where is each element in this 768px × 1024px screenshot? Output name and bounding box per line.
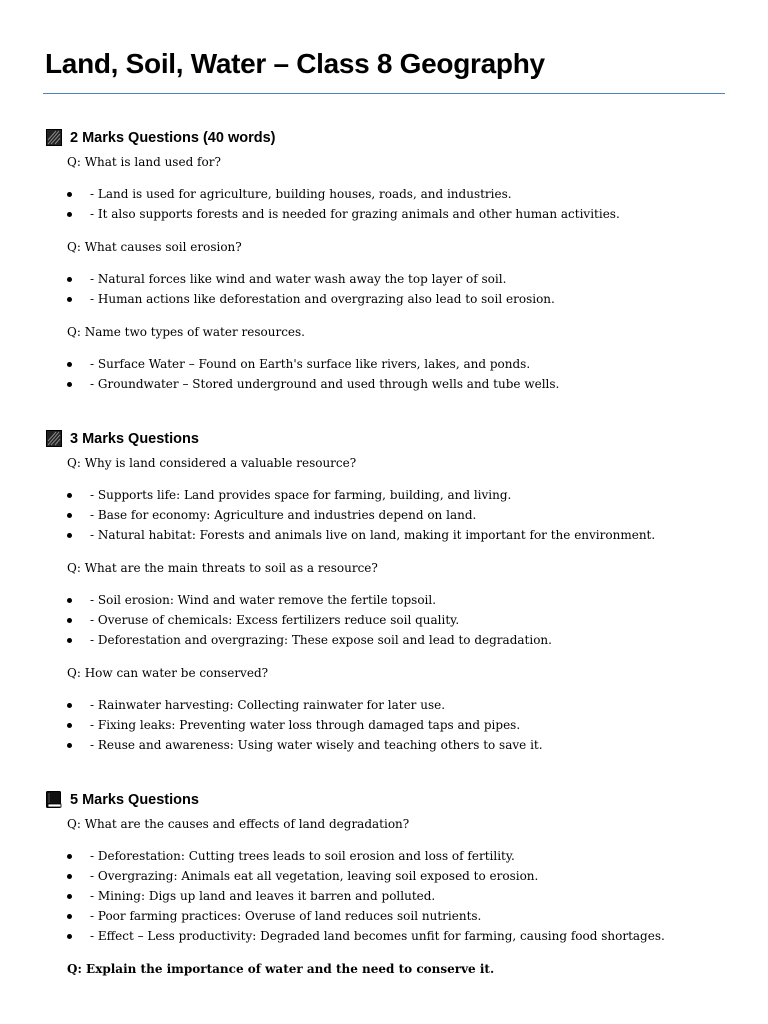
bullet-icon [67, 362, 72, 367]
section-heading-5-marks [46, 791, 199, 808]
question-text: Q: What is land used for? [67, 155, 221, 169]
section-heading-label: 3 Marks Questions [70, 430, 199, 447]
question-text: Q: How can water be conserved? [67, 666, 269, 680]
notebook-icon [46, 430, 62, 447]
question-text: Q: Name two types of water resources. [67, 325, 305, 339]
bullet-icon [67, 598, 72, 603]
bullet-icon [67, 192, 72, 197]
bullet-icon [67, 618, 72, 623]
section-heading-3-marks [46, 430, 199, 447]
question-text: Q: Why is land considered a valuable resource? [67, 456, 357, 470]
bullet-icon [67, 212, 72, 217]
document-page: Land, Soil, Water – Class 8 Geography 2 Marks Questions (40 words) Q: What is land used for? - Land is used for agriculture, building houses, roads, and industries. - It also supports forests and is needed for grazing animals and other human activities. Q: What causes soil erosion? - Natural forces like wind and water wash away the top layer of soil. - Human actions like deforestation and overgrazing also lead to soil erosion. Q: Name two types of water resources. - Surface Water – Found on Earth's surface like rivers, lakes, and ponds. - Groundwater – Stored underground and used through wells and tube wells. 3 Marks Questions Q: Why is land considered a valuable resource? - Supports life: Land provides space for farming, building, and living. - Base for economy: Agriculture and industries depend on land. - Natural habitat: Forests and animals live on land, making it important for the environment. Q: What are the main threats to soil as a resource? - Soil erosion: Wind and water remove the fertile topsoil. - Overuse of chemicals: Excess fertilizers reduce soil quality. - Deforestation and overgrazing: These expose soil and lead to degradation. Q: How can water be conserved? - Rainwater harvesting: Collecting rainwater for later use. - Fixing leaks: Preventing water loss through damaged taps and pipes. - Reuse and awareness: Using water wisely and teaching others to save it. 5 Marks Questions Q: What are the causes and effects of land degradation? - Deforestation: Cutting trees leads to soil erosion and loss of fertility. - Overgrazing: Animals eat all vegetation, leaving soil exposed to erosion. - Mining: Digs up land and leaves it barren and polluted. - Poor farming practices: Overuse of land reduces soil nutrients. - Effect – Less productivity: Degraded land becomes unfit for farming, causing food shortages. Q: Explain the importance of water and the need to conserve it. [0, 0, 768, 1024]
question-text: Q: Explain the importance of water and the need to conserve it. [67, 962, 495, 976]
bullet-icon [67, 703, 72, 708]
bullet-icon [67, 277, 72, 282]
page-title: Land, Soil, Water – Class 8 Geography [45, 48, 545, 79]
section-heading-label: 2 Marks Questions (40 words) [70, 129, 276, 146]
bullet-icon [67, 493, 72, 498]
bullet-icon [67, 723, 72, 728]
bullet-icon [67, 914, 72, 919]
section-heading-2-marks [46, 129, 275, 146]
question-text: Q: What are the main threats to soil as a resource? [67, 561, 378, 575]
bullet-icon [67, 854, 72, 859]
bullet-icon [67, 638, 72, 643]
bullet-icon [67, 513, 72, 518]
question-text: Q: What causes soil erosion? [67, 240, 242, 254]
bullet-icon [67, 894, 72, 899]
notebook-icon [46, 129, 62, 146]
section-heading-label: 5 Marks Questions [70, 791, 199, 808]
bullet-icon [67, 297, 72, 302]
book-icon [46, 791, 62, 808]
bullet-icon [67, 382, 72, 387]
bullet-icon [67, 533, 72, 538]
bullet-icon [67, 874, 72, 879]
bullet-icon [67, 743, 72, 748]
title-divider [43, 93, 725, 94]
question-text: Q: What are the causes and effects of land degradation? [67, 817, 410, 831]
bullet-icon [67, 934, 72, 939]
